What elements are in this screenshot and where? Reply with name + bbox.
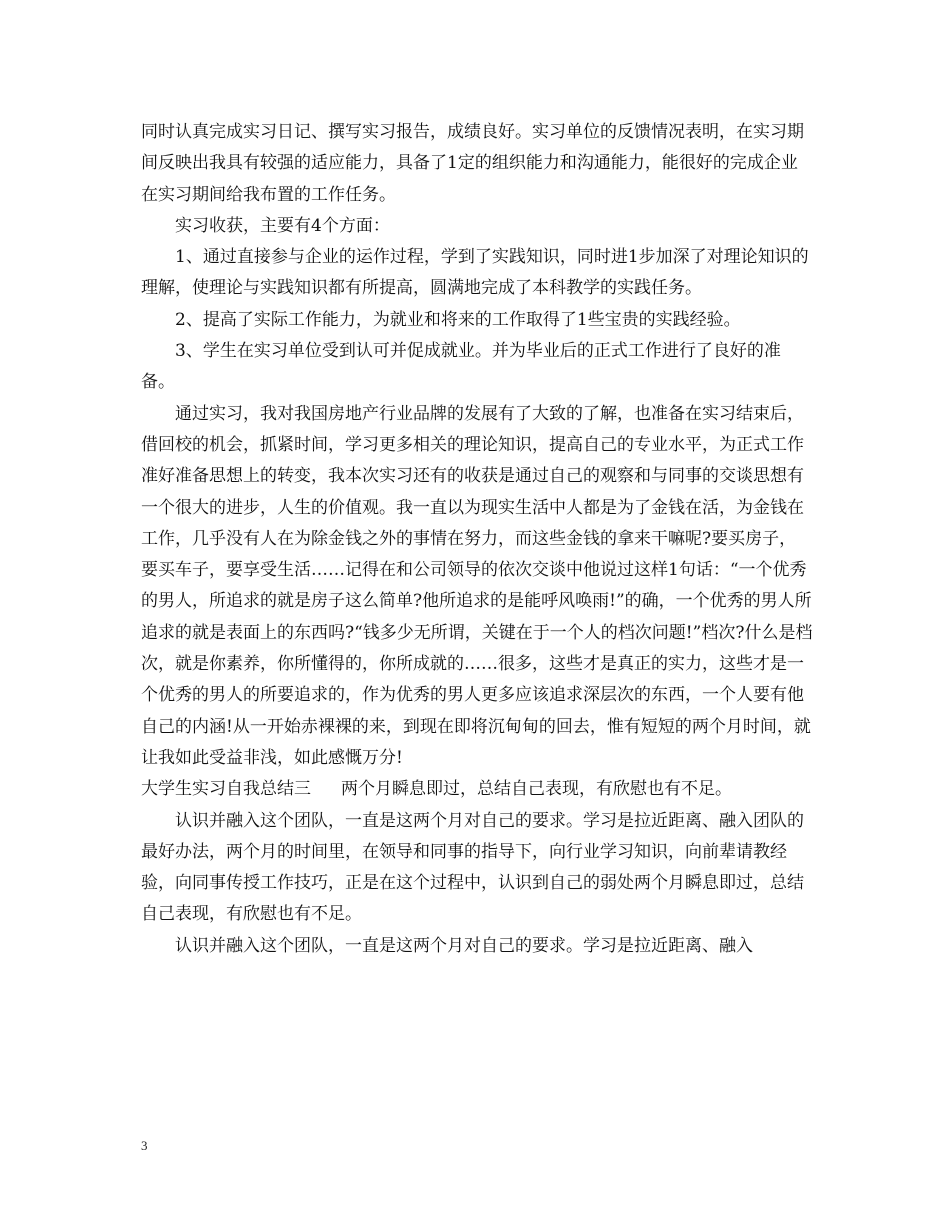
paragraph: 认识并融入这个团队，一直是这两个月对自己的要求。学习是拉近距离、融入团队的最好办法，两个月的时间里，在领导和同事的指导下，向行业学习知识，向前辈请教经验，向同事传授工作技巧，正是在这个过程中，认识到自己的弱处两个月瞬息即过，总结自己表现，有欣慰也有不足。 xyxy=(141,810,804,925)
section-intro: 两个月瞬息即过，总结自己表现，有欣慰也有不足。 xyxy=(341,779,732,800)
list-item: 1、通过直接参与企业的运作过程，学到了实践知识，同时进1步加深了对理论知识的理解，使理论与实践知识都有所提高，圆满地完成了本科教学的实践任务。 xyxy=(141,247,809,299)
section-heading-line xyxy=(141,774,813,805)
paragraph: 实习收获，主要有4个方面： xyxy=(175,215,390,236)
document-body xyxy=(141,117,813,962)
paragraph: 同时认真完成实习日记、撰写实习报告，成绩良好。实习单位的反馈情况表明，在实习期间反映出我具有较强的适应能力，具备了1定的组织能力和沟通能力，能很好的完成企业在实习期间给我布置的工作任务。 xyxy=(141,122,804,205)
list-item: 3、学生在实习单位受到认可并促成就业。并为毕业后的正式工作进行了良好的准备。 xyxy=(141,341,781,393)
paragraph: 认识并融入这个团队，一直是这两个月对自己的要求。学习是拉近距离、融入 xyxy=(175,935,753,956)
page-number: 3 xyxy=(141,1138,148,1153)
section-heading: 大学生实习自我总结三 xyxy=(141,779,311,800)
list-item: 2、提高了实际工作能力，为就业和将来的工作取得了1些宝贵的实践经验。 xyxy=(175,309,741,330)
paragraph: 通过实习，我对我国房地产行业品牌的发展有了大致的了解，也准备在实习结束后，借回校的机会，抓紧时间，学习更多相关的理论知识，提高自己的专业水平，为正式工作准好准备思想上的转变，我本次实习还有的收获是通过自己的观察和与同事的交谈思想有一个很大的进步，人生的价值观。我一直以为现实生活中人都是为了金钱在活，为金钱在工作，几乎没有人在为除金钱之外的事情在努力，而这些金钱的拿来干嘛呢?要买房子，要买车子，要享受生活……记得在和公司领导的依次交谈中他说过这样1句话：“一个优秀的男人，所追求的就是房子这么简单?他所追求的是能呼风唤雨!”的确，一个优秀的男人所追求的就是表面上的东西吗?“钱多少无所谓，关键在于一个人的档次问题!”档次?什么是档次，就是你素养，你所懂得的，你所成就的……很多，这些才是真正的实力，这些才是一个优秀的男人的所要追求的，作为优秀的男人更多应该追求深层次的东西，一个人要有他自己的内涵!从一开始赤裸裸的来，到现在即将沉甸甸的回去，惟有短短的两个月时间，就让我如此受益非浅，如此感慨万分! xyxy=(141,403,813,768)
